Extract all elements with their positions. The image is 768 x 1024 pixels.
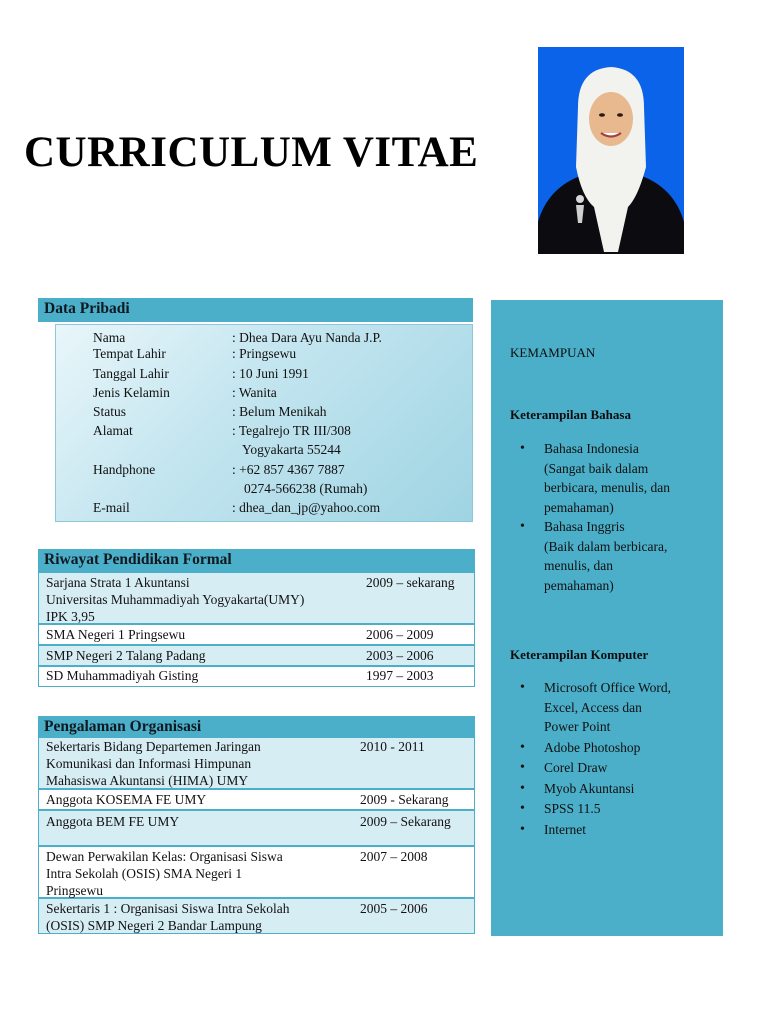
edu-year: 2006 – 2009: [366, 627, 434, 642]
komputer-line: Excel, Access dan: [544, 699, 642, 715]
org-line: Dewan Perwakilan Kelas: Organisasi Siswa: [46, 849, 283, 864]
org-line: Anggota BEM FE UMY: [46, 814, 180, 829]
table-row: [38, 666, 475, 687]
profile-photo: [538, 47, 684, 254]
organisasi-heading: Pengalaman Organisasi: [38, 716, 475, 737]
bahasa-line: menulis, dan: [544, 558, 613, 573]
list-item: [511, 517, 670, 595]
bahasa-line: berbicara, menulis, dan: [544, 480, 670, 495]
pribadi-label: Handphone: [93, 462, 156, 477]
table-row: [38, 737, 475, 789]
bahasa-list: [511, 439, 670, 595]
org-year: 2009 - Sekarang: [360, 792, 449, 807]
pribadi-value: Yogyakarta 55244: [242, 442, 341, 457]
org-line: Intra Sekolah (OSIS) SMA Negeri 1: [46, 866, 243, 881]
page-title: CURRICULUM VITAE: [24, 129, 479, 176]
komputer-line: • Adobe Photoshop: [544, 739, 641, 755]
pribadi-value: : Dhea Dara Ayu Nanda J.P.: [232, 330, 382, 345]
list-item: [511, 799, 671, 819]
list-item: [511, 439, 670, 517]
bahasa-line: • Bahasa Inggris: [544, 519, 625, 534]
bahasa-line: • Bahasa Indonesia: [544, 441, 639, 456]
komputer-list: [511, 678, 671, 839]
pribadi-label: Tanggal Lahir: [93, 366, 169, 381]
org-line: Sekertaris 1 : Organisasi Siswa Intra Sekolah: [46, 901, 290, 916]
list-item: [511, 820, 671, 840]
org-year: 2005 – 2006: [360, 901, 428, 916]
table-row: [38, 846, 475, 898]
pribadi-value: : Wanita: [232, 385, 277, 400]
kemampuan-panel: [491, 300, 723, 936]
table-row: [38, 572, 475, 624]
org-line: Komunikasi dan Informasi Himpunan: [46, 756, 252, 771]
bahasa-line: (Sangat baik dalam: [544, 460, 649, 476]
org-line: Anggota KOSEMA FE UMY: [46, 792, 207, 807]
table-row: [38, 810, 475, 846]
pribadi-value: : +62 857 4367 7887: [232, 462, 345, 477]
edu-line: SD Muhammadiyah Gisting: [46, 668, 199, 683]
bahasa-line: pemahaman): [544, 577, 614, 593]
pribadi-label: Alamat: [93, 423, 133, 438]
org-year: 2010 - 2011: [360, 739, 425, 754]
komputer-heading: Keterampilan Komputer: [510, 647, 649, 662]
list-item: [511, 779, 671, 799]
kemampuan-heading: KEMAMPUAN: [510, 345, 596, 360]
list-item: [511, 738, 671, 758]
pribadi-value: : Tegalrejo TR III/308: [232, 423, 351, 438]
bahasa-line: pemahaman): [544, 499, 614, 515]
table-row: [38, 645, 475, 666]
org-year: 2009 – Sekarang: [360, 814, 451, 829]
komputer-line: • Internet: [544, 821, 586, 837]
table-row: [38, 898, 475, 934]
bahasa-heading: Keterampilan Bahasa: [510, 407, 631, 422]
org-line: Sekertaris Bidang Departemen Jaringan: [46, 739, 261, 754]
edu-line: IPK 3,95: [46, 609, 95, 624]
list-item: [511, 678, 671, 737]
komputer-line: • Corel Draw: [544, 760, 608, 775]
edu-line: SMP Negeri 2 Talang Padang: [46, 648, 206, 663]
komputer-line: • Myob Akuntansi: [544, 780, 635, 796]
list-item: [511, 758, 671, 778]
pribadi-label: E-mail: [93, 500, 130, 515]
pribadi-label: Jenis Kelamin: [93, 385, 170, 400]
org-line: Mahasiswa Akuntansi (HIMA) UMY: [46, 773, 249, 788]
edu-line: Universitas Muhammadiyah Yogyakarta(UMY): [46, 592, 305, 607]
pribadi-value: : Pringsewu: [232, 346, 297, 361]
pribadi-value: : Belum Menikah: [232, 404, 327, 419]
pribadi-value: 0274-566238 (Rumah): [244, 481, 368, 496]
org-year: 2007 – 2008: [360, 849, 428, 864]
pribadi-value: : dhea_dan_jp@yahoo.com: [232, 500, 381, 515]
table-row: [38, 789, 475, 810]
komputer-line: • SPSS 11.5: [544, 801, 601, 816]
edu-year: 2009 – sekarang: [366, 575, 455, 590]
pribadi-label: Nama: [93, 330, 126, 345]
komputer-line: Power Point: [544, 719, 611, 734]
pribadi-value: : 10 Juni 1991: [232, 366, 309, 381]
table-row: [38, 624, 475, 645]
komputer-line: • Microsoft Office Word,: [544, 680, 672, 695]
org-line: (OSIS) SMP Negeri 2 Bandar Lampung: [46, 918, 262, 933]
edu-line: SMA Negeri 1 Pringsewu: [46, 627, 186, 642]
edu-year: 2003 – 2006: [366, 648, 434, 663]
pendidikan-heading: Riwayat Pendidikan Formal: [38, 549, 475, 572]
org-line: Pringsewu: [46, 883, 103, 898]
bahasa-line: (Baik dalam berbicara,: [544, 538, 668, 554]
edu-line: Sarjana Strata 1 Akuntansi: [46, 575, 190, 590]
edu-year: 1997 – 2003: [366, 668, 434, 683]
pribadi-label: Status: [93, 404, 127, 419]
data-pribadi-heading: Data Pribadi: [38, 298, 473, 322]
data-pribadi-box: [55, 324, 473, 522]
pribadi-label: Tempat Lahir: [93, 346, 166, 361]
